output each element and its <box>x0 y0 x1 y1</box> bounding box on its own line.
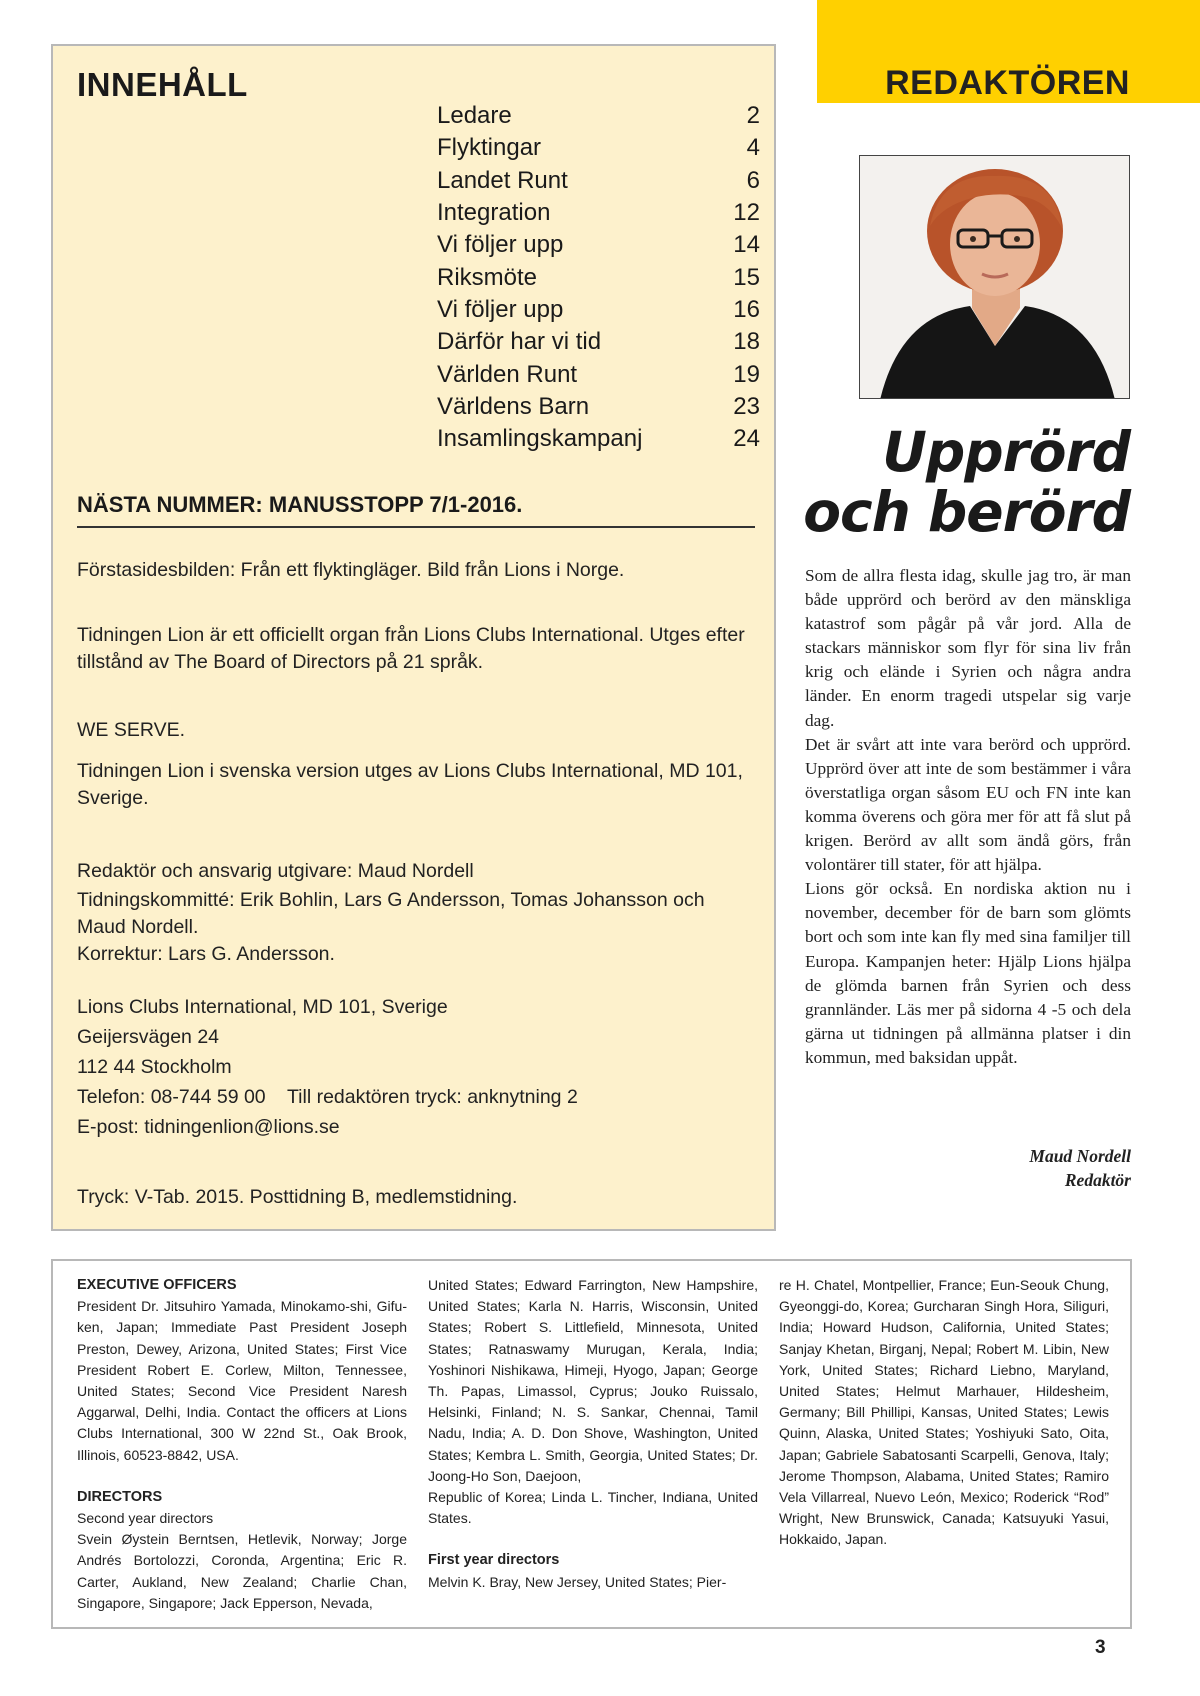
cover-caption: Förstasidesbilden: Från ett flyktingläger. Bild från Lions i Norge. <box>77 559 625 581</box>
officers-directors-box <box>51 1259 1132 1629</box>
toc-item[interactable] <box>437 294 760 326</box>
section-label: REDAKTÖREN <box>885 64 1130 102</box>
toc-item-label: Riksmöte <box>437 263 538 291</box>
toc-item-label: Flyktingar <box>437 134 542 162</box>
swedish-version-note: Tidningen Lion i svenska version utges av Lions Clubs International, MD 101, Sverige. <box>77 760 743 809</box>
toc-item[interactable] <box>437 197 760 229</box>
proofreading-line: Korrektur: Lars G. Andersson. <box>77 943 335 965</box>
toc-item-page: 14 <box>733 231 760 259</box>
next-issue-deadline: NÄSTA NUMMER: MANUSSTOPP 7/1-2016. <box>77 492 755 528</box>
editorial-paragraph: Som de allra flesta idag, skulle jag tro, är man både upprörd och berörd av den mänskliga katastrof som pågår på vår jord. Alla de stackars människor som flyr för sina liv från krig och elände i Syrien och några andra länder. En enorm tragedi utspelar sig varje dag. <box>805 566 1131 730</box>
toc-item-page: 23 <box>733 392 760 420</box>
toc-item-page: 16 <box>733 295 760 323</box>
second-year-directors-text: Svein Øystein Berntsen, Hetlevik, Norway; Jorge Andrés Bortolozzi, Coronda, Argentina; Eric R. Carter, Aukland, New Zealand; Charlie Chan, Singapore, Singapore; Jack Epperson, Nevada, <box>77 1531 407 1611</box>
toc-item-label: Världens Barn <box>437 392 590 420</box>
toc-item-page: 24 <box>733 425 760 453</box>
toc-item-label: Världen Runt <box>437 360 578 388</box>
executive-officers-heading: EXECUTIVE OFFICERS <box>77 1277 237 1293</box>
toc-item[interactable] <box>437 165 760 197</box>
toc-item-label: Därför har vi tid <box>437 328 602 356</box>
first-year-directors-text: Melvin K. Bray, New Jersey, United States; Pier- <box>428 1573 727 1590</box>
page-number: 3 <box>1095 1637 1106 1658</box>
editor-portrait <box>859 155 1130 399</box>
toc-item[interactable] <box>437 358 760 390</box>
toc-title: INNEHÅLL <box>77 66 248 103</box>
toc-item[interactable] <box>437 391 760 423</box>
section-banner <box>817 0 1200 103</box>
toc-item-label: Vi följer upp <box>437 231 564 259</box>
table-of-contents-box <box>51 44 776 1231</box>
toc-item-page: 4 <box>746 134 760 162</box>
address-city: 112 44 Stockholm <box>77 1056 232 1078</box>
editorial-title-line1: Upprörd <box>882 420 1130 484</box>
toc-item-label: Vi följer upp <box>437 295 564 323</box>
officers-column-2 <box>428 1275 758 1593</box>
toc-item-label: Insamlingskampanj <box>437 425 643 453</box>
organ-statement: Tidningen Lion är ett officiellt organ från Lions Clubs International. Utges efter tillstånd av The Board of Directors på 21 språk. <box>77 624 745 673</box>
motto: WE SERVE. <box>77 719 186 741</box>
toc-item-page: 6 <box>746 166 760 194</box>
first-year-directors-text: re H. Chatel, Montpellier, France; Eun-Seouk Chung, Gyeonggi-do, Korea; Gurcharan Singh Hora, Siliguri, India; Howard Hudson, California, United States; Sanjay Khetan, Birganj, Nepal; Robert M. Libin, New York, United States; Richard Liebno, Maryland, United States; Helmut Marhauer, Hildesheim, Germany; Bill Phillipi, Kansas, United States; Lewis Quinn, Alaska, United States; Yoshiyuki Sato, Oita, Japan; Gabriele Sabatosanti Scarpelli, Genova, Italy; Jerome Thompson, Alabama, United States; Ramiro Vela Villarreal, Nuevo León, Mexico; Roderick “Rod” Wright, New Brunswick, Canada; Katsuyuki Yasui, Hokkaido, Japan. <box>779 1277 1109 1548</box>
committee-line: Tidningskommitté: Erik Bohlin, Lars G Andersson, Tomas Johansson och Maud Nordell. <box>77 889 705 938</box>
toc-item-label: Landet Runt <box>437 166 568 194</box>
editorial-body <box>805 564 1131 1070</box>
phone-line: Telefon: 08-744 59 00 Till redaktören tryck: anknytning 2 <box>77 1086 578 1108</box>
toc-item-page: 19 <box>733 360 760 388</box>
editorial-title <box>800 422 1130 542</box>
toc-item[interactable] <box>437 132 760 164</box>
toc-item-page: 12 <box>733 199 760 227</box>
signature-role: Redaktör <box>1064 1170 1131 1190</box>
toc-item-label: Ledare <box>437 102 512 130</box>
editorial-paragraph: Lions gör också. En nordiska aktion nu i november, december för de barn som glömts bort och som inte kan fly med sina familjer till Europa. Kampanjen heter: Hjälp Lions hjälpa de glömda barnen från Syrien och dess grannländer. Läs mer på sidorna 4 -5 och dela gärna ut tidningen på allmänna platser i din kommun, med baksidan uppåt. <box>805 879 1131 1067</box>
toc-item[interactable] <box>437 261 760 293</box>
editor-line: Redaktör och ansvarig utgivare: Maud Nordell <box>77 860 474 882</box>
officers-column-1 <box>77 1275 407 1614</box>
toc-item-page: 15 <box>733 263 760 291</box>
second-year-directors-text: Republic of Korea; Linda L. Tincher, Indiana, United States. <box>428 1489 758 1527</box>
toc-item[interactable] <box>437 423 760 455</box>
toc-item[interactable] <box>437 229 760 261</box>
address-street: Geijersvägen 24 <box>77 1026 220 1048</box>
toc-item-page: 2 <box>746 102 760 130</box>
toc-item-page: 18 <box>733 328 760 356</box>
signature-name: Maud Nordell <box>1029 1146 1131 1166</box>
toc-item[interactable] <box>437 326 760 358</box>
first-year-directors-heading: First year directors <box>428 1552 560 1569</box>
toc-item[interactable] <box>437 100 760 132</box>
toc-list <box>437 100 760 455</box>
directors-heading: DIRECTORS <box>77 1488 163 1505</box>
second-year-directors-text: United States; Edward Farrington, New Hampshire, United States; Karla N. Harris, Wisconsin, United States; Robert S. Littlefield, Minnesota, United States; Ratnaswamy Murugan, Kerala, India; Yoshinori Nishikawa, Himeji, Hyogo, Japan; George Th. Papas, Limassol, Cyprus; Jouko Ruissalo, Helsinki, Finland; N. S. Sankar, Chennai, Tamil Nadu, India; A. D. Don Shove, Washington, United States; Kembra L. Smith, Georgia, United States; Dr. Joong-Ho Son, Daejoon, <box>428 1277 758 1484</box>
editorial-title-line2: och berörd <box>803 480 1130 544</box>
editorial-signature <box>880 1144 1131 1192</box>
address-org: Lions Clubs International, MD 101, Sverige <box>77 996 448 1018</box>
email-line[interactable]: E-post: tidningenlion@lions.se <box>77 1116 340 1138</box>
editorial-paragraph: Det är svårt att inte vara berörd och upprörd. Upprörd över att inte de som bestämmer i våra överstatliga organ såsom EU och FN inte kan komma överens och göra mer för att få slut på krigen. Berörd av allt som ändå görs, från volontärer till stater, för att hjälpa. <box>805 734 1131 875</box>
officers-column-3 <box>779 1275 1109 1551</box>
executive-officers-text: President Dr. Jitsuhiro Yamada, Minokamo-shi, Gifu-ken, Japan; Immediate Past President Joseph Preston, Dewey, Arizona, United States; First Vice President Robert E. Corlew, Milton, Tennessee, United States; Second Vice President Naresh Aggarwal, Delhi, India. Contact the officers at Lions Clubs International, 300 W 22nd St., Oak Brook, Illinois, 60523-8842, USA. <box>77 1298 407 1463</box>
print-line: Tryck: V-Tab. 2015. Posttidning B, medlemstidning. <box>77 1186 518 1208</box>
toc-item-label: Integration <box>437 199 551 227</box>
portrait-illustration <box>860 156 1130 399</box>
second-year-directors-heading: Second year directors <box>77 1510 214 1527</box>
